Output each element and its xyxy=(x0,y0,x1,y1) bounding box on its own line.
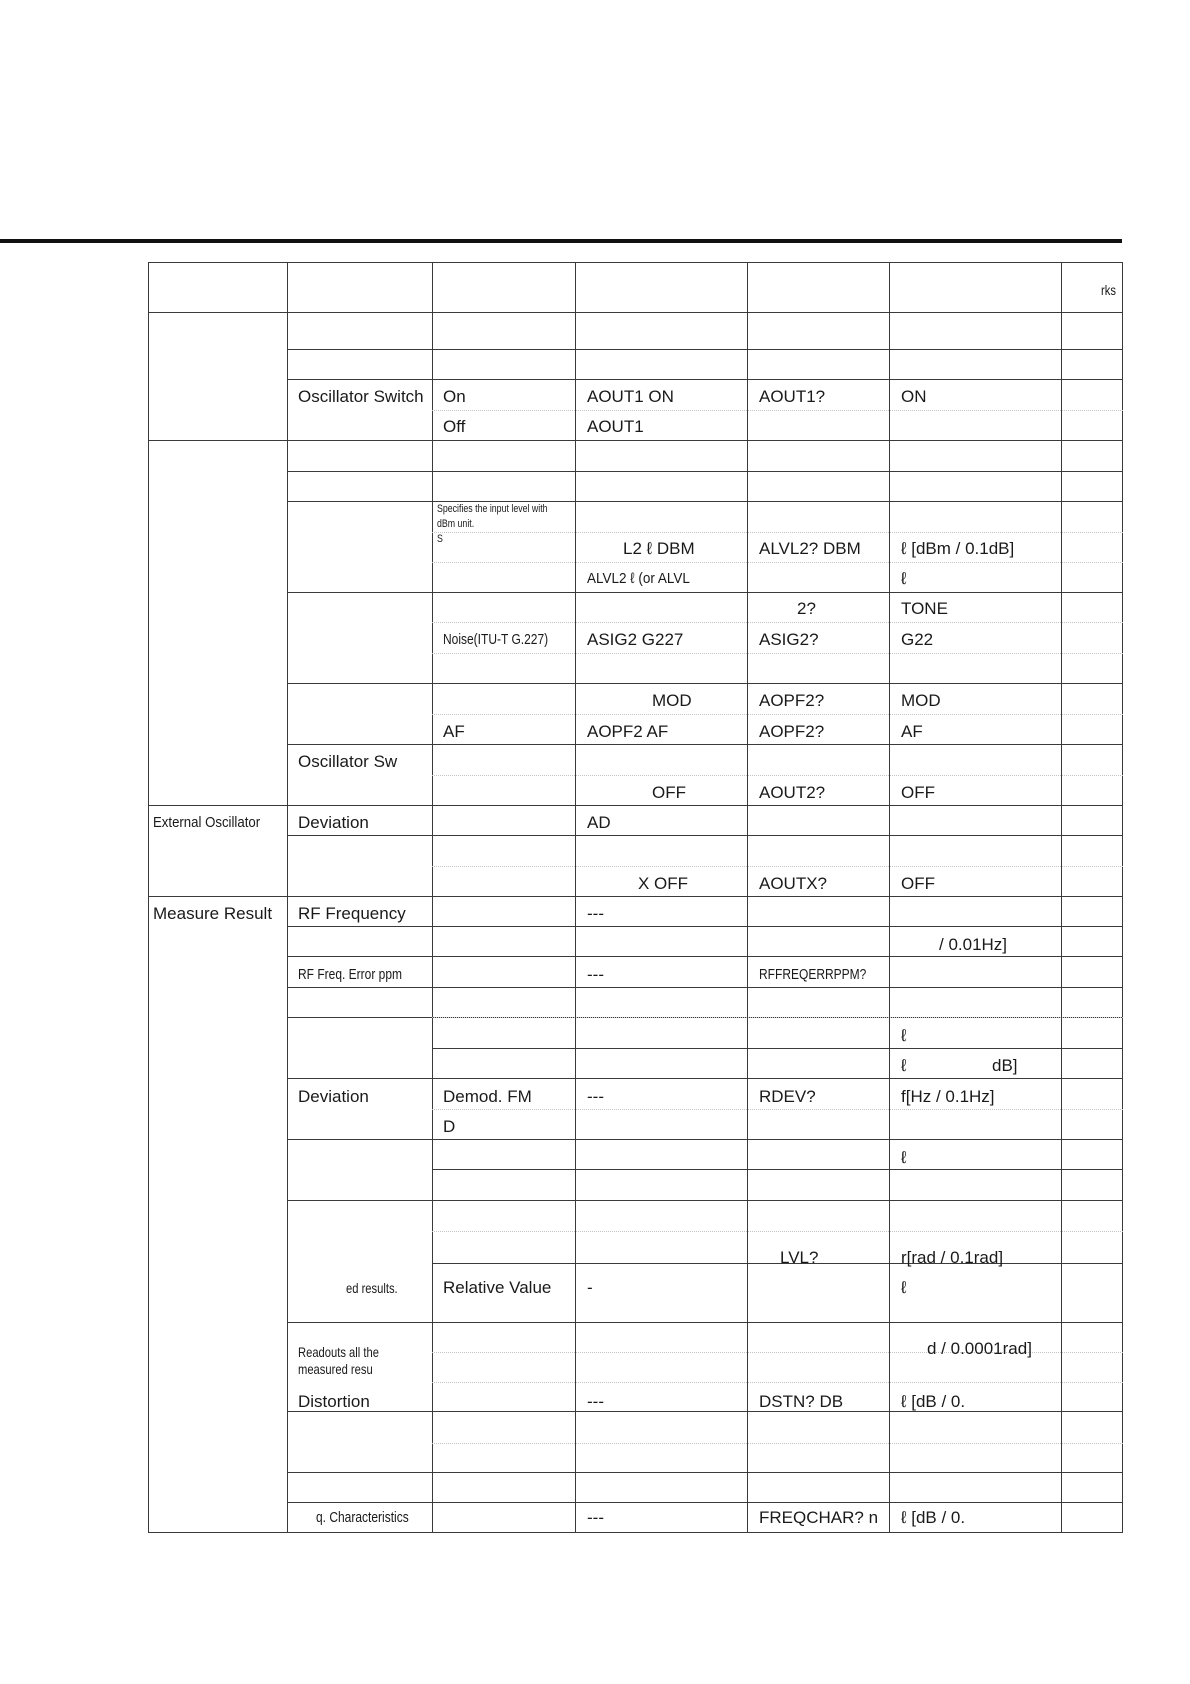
row-divider xyxy=(432,1263,1123,1264)
dotted-separator xyxy=(432,1109,1123,1110)
item-deviation-external: Deviation xyxy=(298,813,369,832)
command-aout2-off: OFF xyxy=(652,783,686,802)
command-deviation: --- xyxy=(587,1087,604,1106)
response-ell-3: ℓ xyxy=(901,1148,907,1167)
column-divider xyxy=(1061,262,1062,1533)
table-border-bottom xyxy=(148,1532,1123,1533)
row-divider xyxy=(287,926,1123,927)
row-divider xyxy=(287,1078,1123,1079)
item-readouts-line2: measured resu xyxy=(298,1361,373,1377)
row-divider xyxy=(287,379,1123,380)
row-divider xyxy=(287,1139,1123,1140)
row-divider xyxy=(148,262,1123,263)
response-dbm: ℓ [dBm / 0.1dB] xyxy=(901,539,1015,558)
query-asig2-partial: 2? xyxy=(797,599,816,618)
item-rf-frequency: RF Frequency xyxy=(298,904,406,923)
setting-input-level-line1: Specifies the input level with xyxy=(437,503,548,515)
item-freq-characteristics: q. Characteristics xyxy=(316,1509,409,1526)
command-aout1-on: AOUT1 ON xyxy=(587,387,674,406)
row-divider xyxy=(287,592,1123,593)
table-border-right xyxy=(1122,262,1123,1533)
row-divider xyxy=(287,1502,1123,1503)
dotted-separator xyxy=(432,653,1123,654)
group-measure-result: Measure Result xyxy=(153,904,273,923)
row-divider xyxy=(432,1169,1123,1170)
command-ad: AD xyxy=(587,813,611,832)
row-divider xyxy=(287,471,1123,472)
setting-input-level-line3: S xyxy=(437,533,443,545)
command-alvl2-dbm: L2 ℓ DBM xyxy=(623,539,695,558)
setting-demod-fm: Demod. FM xyxy=(443,1087,532,1106)
item-distortion: Distortion xyxy=(298,1392,370,1411)
response-mod: MOD xyxy=(901,691,941,710)
row-divider xyxy=(148,896,1123,897)
item-rf-freq-error-ppm: RF Freq. Error ppm xyxy=(298,966,403,983)
dotted-separator xyxy=(432,532,1123,533)
row-divider xyxy=(287,835,1123,836)
response-g22: G22 xyxy=(901,630,934,649)
header-remarks: rks xyxy=(1101,282,1116,298)
query-aoutx: AOUTX? xyxy=(759,874,828,893)
column-divider xyxy=(287,262,288,1533)
response-ell-db-value: ℓ xyxy=(901,1056,907,1075)
row-divider xyxy=(287,744,1123,745)
column-divider xyxy=(889,262,890,1533)
row-divider xyxy=(287,349,1123,350)
command-asig2-g227: ASIG2 G227 xyxy=(587,630,684,649)
response-af: AF xyxy=(901,722,923,741)
query-dstn-db: DSTN? DB xyxy=(759,1392,844,1411)
response-ell-db-unit: dB] xyxy=(992,1056,1018,1075)
column-divider xyxy=(575,262,576,1533)
group-external-oscillator: External Oscillator xyxy=(153,814,261,831)
response-off-aoutx: OFF xyxy=(901,874,935,893)
response-ell-2: ℓ xyxy=(901,1026,907,1045)
command-relative-value: - xyxy=(587,1278,593,1297)
dotted-separator xyxy=(432,1231,1123,1232)
response-freqchar-db: ℓ [dB / 0. xyxy=(901,1508,966,1527)
item-measured-results-note: ed results. xyxy=(346,1280,398,1296)
response-distortion-db: ℓ [dB / 0. xyxy=(901,1392,966,1411)
row-divider xyxy=(432,1048,1123,1049)
dotted-separator xyxy=(432,1017,1123,1018)
response-rf-frequency-unit: / 0.01Hz] xyxy=(939,935,1008,954)
response-rad: r[rad / 0.1rad] xyxy=(901,1248,1004,1267)
query-lvl: LVL? xyxy=(780,1248,819,1267)
query-aout2: AOUT2? xyxy=(759,783,826,802)
query-asig2: ASIG2? xyxy=(759,630,819,649)
response-ell-4: ℓ xyxy=(901,1278,907,1297)
dotted-separator xyxy=(432,1443,1123,1444)
setting-relative-value: Relative Value xyxy=(443,1278,552,1297)
command-alvl2-alt: ALVL2 ℓ (or ALVL xyxy=(587,570,690,587)
dotted-separator xyxy=(432,775,1123,776)
command-aopf2-af: AOPF2 AF xyxy=(587,722,669,741)
setting-noise: Noise(ITU-T G.227) xyxy=(443,631,549,648)
response-off-aout2: OFF xyxy=(901,783,935,802)
row-divider xyxy=(287,1472,1123,1473)
command-table xyxy=(148,262,1123,1533)
command-rf-frequency: --- xyxy=(587,904,604,923)
query-rdev: RDEV? xyxy=(759,1087,816,1106)
dotted-separator xyxy=(432,714,1123,715)
query-aout1: AOUT1? xyxy=(759,387,826,406)
row-divider xyxy=(287,1322,1123,1323)
query-alvl2-dbm: ALVL2? DBM xyxy=(759,539,861,558)
response-tone: TONE xyxy=(901,599,948,618)
item-oscillator-switch-2: Oscillator Sw xyxy=(298,752,398,771)
query-aopf2-1: AOPF2? xyxy=(759,691,825,710)
dotted-separator xyxy=(432,866,1123,867)
query-rffreqerrppm: RFFREQERRPPM? xyxy=(759,966,867,983)
item-oscillator-switch: Oscillator Switch xyxy=(298,387,424,406)
setting-input-level-line2: dBm unit. xyxy=(437,518,475,530)
setting-af: AF xyxy=(443,722,465,741)
setting-off: Off xyxy=(443,417,466,436)
row-divider xyxy=(148,805,1123,806)
response-deviation-hz: f[Hz / 0.1Hz] xyxy=(901,1087,995,1106)
row-divider xyxy=(287,1411,1123,1412)
row-divider xyxy=(287,683,1123,684)
command-aopf2-mod: MOD xyxy=(652,691,692,710)
table-border-left xyxy=(148,262,149,1533)
column-divider xyxy=(747,262,748,1533)
column-divider xyxy=(432,262,433,1533)
command-freq-characteristics: --- xyxy=(587,1508,604,1527)
row-divider xyxy=(148,312,1123,313)
query-aopf2-2: AOPF2? xyxy=(759,722,825,741)
command-rf-freq-error: --- xyxy=(587,965,604,984)
item-readouts-line1: Readouts all the xyxy=(298,1344,379,1360)
response-ell: ℓ xyxy=(901,569,907,588)
dotted-separator xyxy=(432,562,1123,563)
dotted-separator xyxy=(432,410,1123,411)
row-divider xyxy=(287,956,1123,957)
row-divider xyxy=(287,1200,1123,1201)
dotted-separator xyxy=(432,622,1123,623)
command-distortion: --- xyxy=(587,1392,604,1411)
response-rad-fine: d / 0.0001rad] xyxy=(927,1339,1032,1358)
command-aout1: AOUT1 xyxy=(587,417,644,436)
response-on: ON xyxy=(901,387,927,406)
setting-demod-d: D xyxy=(443,1117,456,1136)
query-freqchar: FREQCHAR? n xyxy=(759,1508,879,1527)
row-divider xyxy=(287,501,1123,502)
row-divider xyxy=(148,440,1123,441)
item-deviation: Deviation xyxy=(298,1087,369,1106)
row-divider xyxy=(287,987,1123,988)
setting-on: On xyxy=(443,387,466,406)
dotted-separator xyxy=(432,1382,1123,1383)
header-rule xyxy=(0,239,1122,243)
command-aoutx-off: X OFF xyxy=(638,874,689,893)
